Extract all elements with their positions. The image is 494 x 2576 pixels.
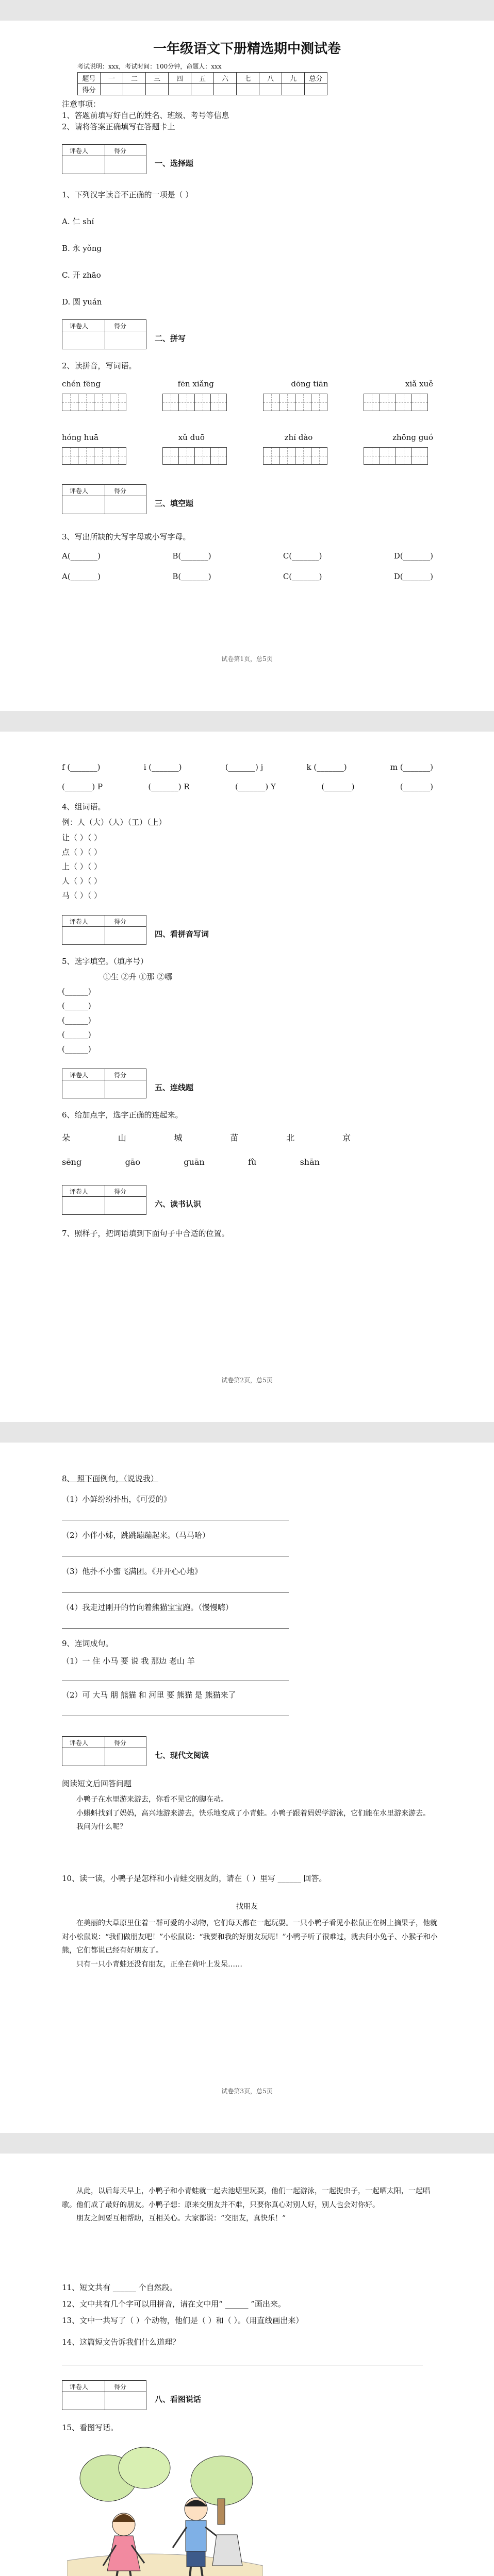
score-box bbox=[62, 1069, 146, 1098]
exam-meta: 考试说明：xxx，考试时间：100分钟，命题人：xxx bbox=[77, 63, 222, 70]
pinyin: xǔ duō bbox=[178, 433, 205, 442]
score-col: 二 bbox=[123, 73, 146, 84]
answer-line[interactable] bbox=[62, 1628, 289, 1629]
score-box bbox=[62, 1736, 146, 1766]
score-box-grader: 评卷人 bbox=[70, 1739, 89, 1747]
question-6: 6、给加点字，选字正确的连起来。 bbox=[62, 1110, 183, 1120]
writing-grid[interactable] bbox=[263, 394, 327, 411]
score-box-score: 得分 bbox=[114, 1739, 127, 1747]
letter-row-1 bbox=[62, 551, 433, 561]
match-pinyin-item[interactable]: sēng bbox=[62, 1157, 82, 1167]
fill-blank[interactable]: (______) bbox=[62, 987, 91, 996]
score-col: 四 bbox=[169, 73, 191, 84]
question-8: 8、 照下面例句，（说说我） bbox=[62, 1474, 158, 1483]
letters-row-2 bbox=[62, 782, 433, 791]
pinyin-row-2 bbox=[62, 433, 433, 442]
score-col: 八 bbox=[259, 73, 282, 84]
q9-item: （2）可 大马 朋 熊猫 和 河里 要 熊猫 是 熊猫来了 bbox=[62, 1690, 236, 1700]
letter-blank[interactable]: (_______) bbox=[400, 782, 433, 791]
letter-blank[interactable]: (_______) R bbox=[148, 782, 190, 791]
score-box-score: 得分 bbox=[114, 2383, 127, 2391]
score-cell[interactable] bbox=[282, 84, 305, 95]
story-continued bbox=[62, 2184, 438, 2226]
exam-page-1 bbox=[0, 21, 494, 711]
question-4: 4、组词语。 bbox=[62, 802, 106, 811]
fill-blank[interactable]: (______) bbox=[62, 1001, 91, 1010]
writing-grid[interactable] bbox=[162, 447, 226, 465]
pinyin: zhí dào bbox=[284, 433, 313, 442]
passage-line: 小蝌蚪找到了妈妈，高兴地游来游去，快乐地变成了小青蛙。小鸭子跟着妈妈学游泳，它们能在水里游来游去。 bbox=[76, 1809, 430, 1818]
option-a[interactable]: A. 仁 shí bbox=[62, 217, 94, 226]
match-pinyin-item[interactable]: guān bbox=[184, 1157, 205, 1167]
instructions-title: 注意事项： bbox=[62, 99, 101, 109]
pinyin: chén fēng bbox=[62, 379, 101, 388]
match-pinyin bbox=[62, 1157, 320, 1167]
score-box bbox=[62, 915, 146, 945]
question-9: 9、连词成句。 bbox=[62, 1639, 113, 1648]
letter-blank[interactable]: C(_______) bbox=[283, 551, 322, 561]
instruction-2: 2、请将答案正确填写在答题卡上 bbox=[62, 122, 175, 131]
section-8-title: 八、看图说话 bbox=[155, 2395, 202, 2404]
score-box bbox=[62, 144, 146, 174]
score-cell[interactable] bbox=[123, 84, 146, 95]
match-char[interactable]: 京 bbox=[342, 1133, 351, 1143]
fill-blank[interactable]: (______) bbox=[62, 1015, 91, 1025]
score-cell[interactable] bbox=[305, 84, 327, 95]
question-3: 3、写出所缺的大写字母或小写字母。 bbox=[62, 532, 191, 541]
story-paragraph: 从此，以后每天早上，小鸭子和小青蛙就一起去池塘里玩耍，他们一起游泳，一起捉虫子，一起晒太阳，一起唱歌。他们成了最好的朋友。小鸭子想：原来交朋友并不难，只要你真心对别人好，别人也会对你好。 bbox=[62, 2187, 430, 2209]
score-cell[interactable] bbox=[169, 84, 191, 95]
page-footer: 试卷第3页，总5页 bbox=[221, 2088, 273, 2095]
score-box-score: 得分 bbox=[114, 147, 127, 155]
exam-page-3 bbox=[0, 1443, 494, 2133]
score-box-grader: 评卷人 bbox=[70, 147, 89, 155]
letter-blank[interactable]: i (_______) bbox=[143, 762, 182, 772]
match-char[interactable]: 北 bbox=[286, 1133, 295, 1143]
score-col: 七 bbox=[237, 73, 259, 84]
page-footer: 试卷第1页，总5页 bbox=[221, 655, 273, 663]
score-box-grader: 评卷人 bbox=[70, 323, 89, 330]
question-14: 14、这篇短文告诉我们什么道理？ bbox=[62, 2337, 180, 2347]
picture-illustration bbox=[67, 2442, 263, 2576]
score-cell[interactable] bbox=[146, 84, 169, 95]
score-table bbox=[77, 72, 327, 95]
letter-blank[interactable]: D(_______) bbox=[393, 572, 433, 581]
score-cell[interactable] bbox=[101, 84, 123, 95]
score-col: 六 bbox=[214, 73, 237, 84]
section-1-title: 一、选择题 bbox=[155, 159, 194, 168]
score-box-grader: 评卷人 bbox=[70, 1188, 89, 1195]
writing-grid[interactable] bbox=[162, 394, 226, 411]
question-11: 11、短文共有 ______ 个自然段。 bbox=[62, 2283, 177, 2292]
exam-title: 一年级语文下册精选期中测试卷 bbox=[153, 41, 341, 57]
letter-blank[interactable]: D(_______) bbox=[393, 551, 433, 561]
word-row[interactable]: 人（ ）（ ） bbox=[62, 876, 102, 886]
letter-blank[interactable]: k (_______) bbox=[306, 762, 347, 772]
q9-item: （1）一 住 小马 要 说 我 那边 老山 羊 bbox=[62, 1656, 195, 1666]
section-7-title: 七、现代文阅读 bbox=[155, 1751, 209, 1760]
match-pinyin-item[interactable]: shān bbox=[300, 1157, 320, 1167]
score-cell[interactable] bbox=[259, 84, 282, 95]
score-box-grader: 评卷人 bbox=[70, 2383, 89, 2391]
story-passage bbox=[62, 1917, 438, 1971]
word-row[interactable]: 让（ ）（ ） bbox=[62, 833, 102, 842]
score-box bbox=[62, 1185, 146, 1215]
question-5: 5、选字填空。（填序号） bbox=[62, 957, 149, 966]
pinyin: zhōng guó bbox=[392, 433, 433, 442]
option-d[interactable]: D. 圆 yuán bbox=[62, 297, 102, 307]
pinyin: dōng tiān bbox=[291, 379, 328, 388]
letter-blank[interactable]: f (_______) bbox=[62, 762, 101, 772]
letter-blank[interactable]: (_______) P bbox=[62, 782, 103, 791]
letter-blank[interactable]: B(_______) bbox=[172, 551, 211, 561]
score-row-label: 得分 bbox=[78, 84, 101, 95]
pinyin: fēn xiǎng bbox=[177, 379, 214, 388]
pinyin-row-1 bbox=[62, 379, 433, 388]
score-box-score: 得分 bbox=[114, 918, 127, 925]
story-paragraph: 在美丽的大草原里住着一群可爱的小动物，它们每天都在一起玩耍。一只小鸭子看见小松鼠正在树上摘果子，他就对小松鼠说：“我们做朋友吧！”小松鼠说：“我要和我的好朋友玩呢！”小鸭子听了很难过，就去问小兔子、小猴子和小熊，它们都说已经有好朋友了。 bbox=[62, 1919, 438, 1955]
word-row[interactable]: 马（ ）（ ） bbox=[62, 891, 102, 900]
letters-row bbox=[62, 762, 433, 772]
section-2-title: 二、拼写 bbox=[155, 334, 186, 343]
score-col-label: 题号 bbox=[78, 73, 101, 84]
writing-grid[interactable] bbox=[263, 447, 327, 465]
score-cell[interactable] bbox=[237, 84, 259, 95]
letter-blank[interactable]: A(_______) bbox=[62, 572, 101, 581]
match-pinyin-item[interactable]: gāo bbox=[125, 1157, 140, 1167]
word-row[interactable]: 点（ ）（ ） bbox=[62, 848, 102, 857]
question-15: 15、看图写话。 bbox=[62, 2423, 119, 2432]
option-c[interactable]: C. 开 zhāo bbox=[62, 270, 101, 280]
example: 例：人（大）（人）（工）（上） bbox=[62, 818, 167, 827]
score-col: 三 bbox=[146, 73, 169, 84]
letter-blank[interactable]: B(_______) bbox=[172, 572, 211, 581]
match-pinyin-item[interactable]: fù bbox=[248, 1157, 257, 1167]
question-7: 7、照样子，把词语填到下面句子中合适的位置。 bbox=[62, 1229, 229, 1238]
match-char[interactable]: 苗 bbox=[230, 1133, 239, 1143]
match-chars bbox=[62, 1131, 351, 1143]
match-char[interactable]: 城 bbox=[174, 1133, 183, 1143]
q8-item: （2）小伴小姊，跳跳蹦蹦起来。（马马哈） bbox=[62, 1531, 210, 1540]
letter-blank[interactable]: C(_______) bbox=[283, 572, 322, 581]
letter-blank[interactable]: (_______) bbox=[321, 782, 355, 791]
writing-grid[interactable] bbox=[62, 394, 126, 411]
story-paragraph: 朋友之间要互相帮助，互相关心。大家都说：“交朋友，真快乐！” bbox=[76, 2214, 286, 2223]
score-box-grader: 评卷人 bbox=[70, 487, 89, 495]
question-13: 13、文中一共写了（ ）个动物，他们是（ ）和（ ）。（用直线画出来） bbox=[62, 2316, 304, 2325]
instruction-1: 1、答题前填写好自己的姓名、班级、考号等信息 bbox=[62, 111, 229, 120]
pinyin: hóng huā bbox=[62, 433, 98, 442]
q8-item: （3）他扑不小蜜飞满团。《开开心心地》 bbox=[62, 1567, 203, 1576]
letter-row-2 bbox=[62, 572, 433, 581]
writing-grid[interactable] bbox=[364, 394, 427, 411]
story-title: 找朋友 bbox=[236, 1903, 258, 1911]
score-col: 九 bbox=[282, 73, 305, 84]
score-col-total: 总分 bbox=[305, 73, 327, 84]
fill-options: ①生 ②升 ①那 ②哪 bbox=[103, 972, 173, 981]
score-box-score: 得分 bbox=[114, 487, 127, 495]
question-1: 1、下列汉字读音不正确的一项是（ ） bbox=[62, 190, 193, 199]
score-box-score: 得分 bbox=[114, 1188, 127, 1195]
option-b[interactable]: B. 永 yǒng bbox=[62, 244, 102, 253]
fill-blank[interactable]: (______) bbox=[62, 1044, 91, 1054]
score-box-grader: 评卷人 bbox=[70, 1072, 89, 1079]
passage-line: 我问为什么呢？ bbox=[76, 1823, 127, 1832]
score-cell[interactable] bbox=[214, 84, 237, 95]
score-col: 五 bbox=[191, 73, 214, 84]
match-char[interactable]: 山 bbox=[118, 1133, 126, 1143]
word-row[interactable]: 上（ ）（ ） bbox=[62, 862, 102, 871]
page-footer: 试卷第2页，总5页 bbox=[221, 1377, 273, 1384]
score-box-grader: 评卷人 bbox=[70, 918, 89, 925]
score-box bbox=[62, 319, 146, 349]
section-5-title: 五、连线题 bbox=[155, 1083, 194, 1092]
exam-page-4 bbox=[0, 2154, 494, 2576]
letter-blank[interactable]: A(_______) bbox=[62, 551, 101, 561]
writing-grid[interactable] bbox=[364, 447, 427, 465]
story-paragraph: 只有一只小青蛙还没有朋友，正坐在荷叶上发呆…… bbox=[76, 1960, 242, 1969]
pinyin: xiǎ xuě bbox=[405, 379, 433, 388]
q8-item: （1）小鲜纷纷扑出，《可爱的》 bbox=[62, 1495, 172, 1504]
section-4-title: 四、看拼音写词 bbox=[155, 929, 209, 939]
letter-blank[interactable]: (_______) Y bbox=[235, 782, 276, 791]
score-cell[interactable] bbox=[191, 84, 214, 95]
reading-passage-1 bbox=[62, 1793, 438, 1834]
passage-line: 小鸭子在水里游来游去，你看不见它的脚在动。 bbox=[76, 1795, 228, 1804]
letter-blank[interactable]: m (_______) bbox=[390, 762, 433, 772]
score-box bbox=[62, 2380, 146, 2410]
writing-grid[interactable] bbox=[62, 447, 126, 465]
score-box-score: 得分 bbox=[114, 1072, 127, 1079]
score-box-score: 得分 bbox=[114, 323, 127, 330]
letter-blank[interactable]: (_______) j bbox=[225, 762, 264, 772]
reading-intro: 阅读短文后回答问题 bbox=[62, 1779, 132, 1788]
question-2: 2、读拼音，写词语。 bbox=[62, 361, 137, 370]
section-6-title: 六、读书认识 bbox=[155, 1199, 202, 1209]
score-box bbox=[62, 484, 146, 514]
section-3-title: 三、填空题 bbox=[155, 499, 194, 508]
q8-item: （4）我走过刚开的竹向着熊猫宝宝跑。（慢慢嗨） bbox=[62, 1603, 234, 1612]
fill-blank[interactable]: (______) bbox=[62, 1030, 91, 1039]
question-12: 12、文中共有几个字可以用拼音，请在文中用“ ______ ”画出来。 bbox=[62, 2299, 286, 2309]
question-10: 10、读一读，小鸭子是怎样和小青蛙交朋友的，请在（ ）里写 ______ 回答。 bbox=[62, 1874, 327, 1883]
exam-page-2 bbox=[0, 732, 494, 1422]
match-char[interactable]: 朵 bbox=[62, 1133, 71, 1143]
score-col: 一 bbox=[101, 73, 123, 84]
